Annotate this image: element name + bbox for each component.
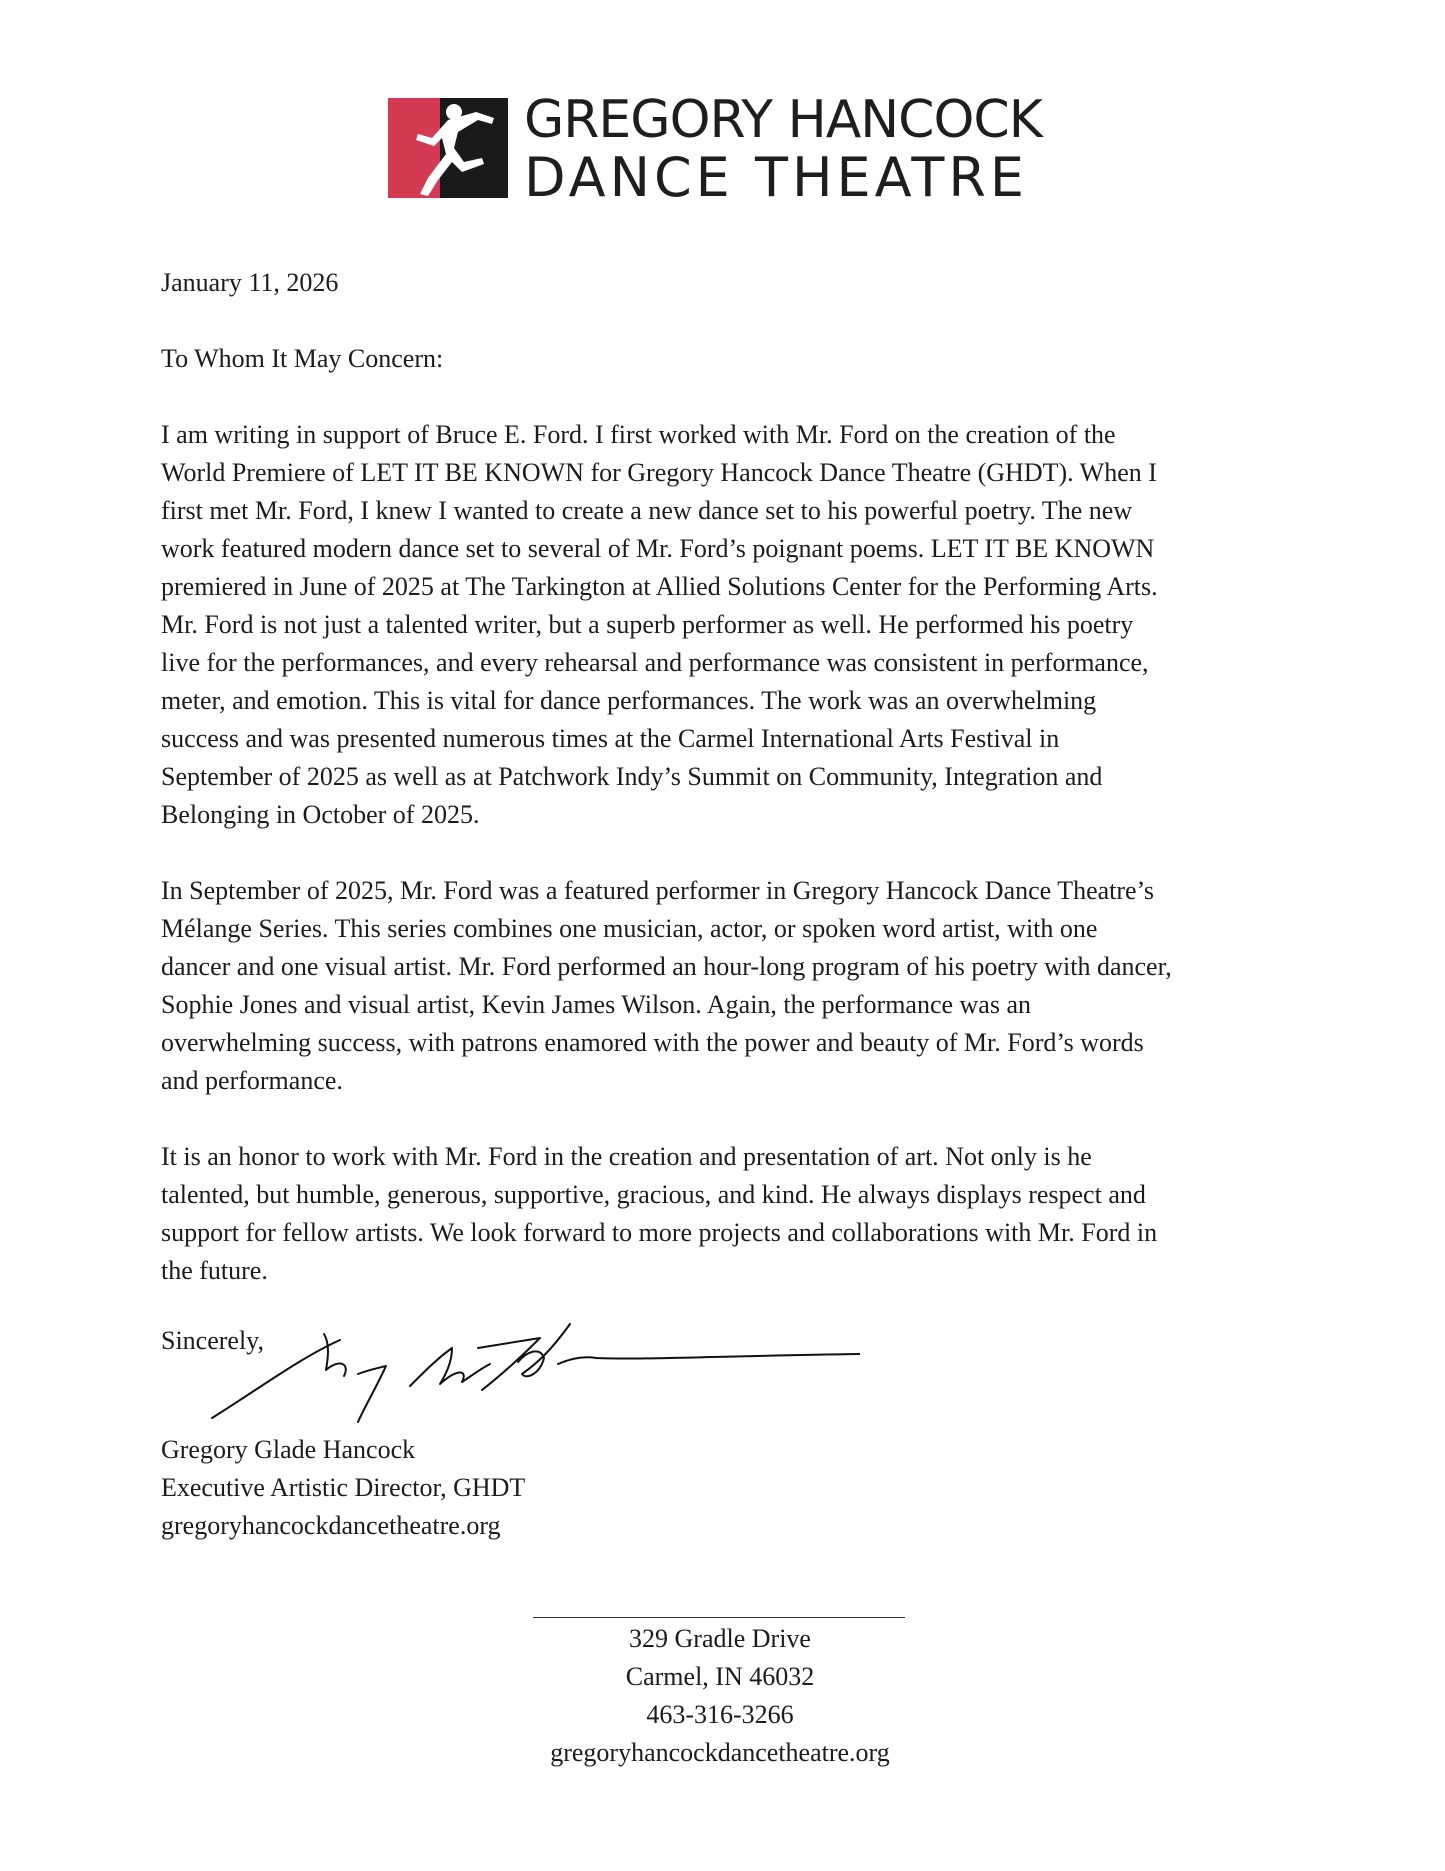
paragraph-line: Sophie Jones and visual artist, Kevin James Wilson. Again, the performance was an [161, 990, 1032, 1019]
paragraph-line: meter, and emotion. This is vital for dance performances. The work was an overwhelming [161, 686, 1097, 715]
paragraph-line: Mélange Series. This series combines one musician, actor, or spoken word artist, with one [161, 914, 1098, 943]
logo-text-line2: DANCE THEATRE [524, 146, 1029, 209]
paragraph-line: and performance. [161, 1066, 343, 1095]
footer-website: gregoryhancockdancetheatre.org [550, 1738, 890, 1767]
signer-name: Gregory Glade Hancock [161, 1435, 416, 1464]
paragraph-line: premiered in June of 2025 at The Tarkington at Allied Solutions Center for the Performing Arts. [161, 572, 1158, 601]
footer-phone: 463-316-3266 [646, 1700, 794, 1729]
signer-title: Executive Artistic Director, GHDT [161, 1473, 526, 1502]
paragraph-line: overwhelming success, with patrons enamored with the power and beauty of Mr. Ford’s words [161, 1028, 1144, 1057]
footer-street: 329 Gradle Drive [629, 1624, 811, 1653]
paragraph-line: It is an honor to work with Mr. Ford in the creation and presentation of art. Not only is he [161, 1142, 1092, 1171]
footer-address [400, 1620, 1040, 1772]
paragraph-line: the future. [161, 1256, 268, 1285]
paragraph-line: In September of 2025, Mr. Ford was a featured performer in Gregory Hancock Dance Theatre’s [161, 876, 1154, 905]
letter-date: January 11, 2026 [161, 268, 339, 297]
letterhead [0, 88, 1445, 208]
signer-website: gregoryhancockdancetheatre.org [161, 1511, 501, 1540]
paragraph-line: success and was presented numerous times at the Carmel International Arts Festival in [161, 724, 1060, 753]
body-paragraph-1 [161, 416, 1301, 834]
dancer-logo-icon [388, 98, 508, 198]
signature-block [161, 1431, 525, 1545]
paragraph-line: talented, but humble, generous, supportive, gracious, and kind. He always displays respect and [161, 1180, 1146, 1209]
paragraph-line: September of 2025 as well as at Patchwork Indy’s Summit on Community, Integration and [161, 762, 1103, 791]
footer-divider [533, 1617, 905, 1618]
body-paragraph-3 [161, 1138, 1301, 1290]
logo-text-line1: GREGORY HANCOCK [524, 90, 1042, 150]
paragraph-line: Belonging in October of 2025. [161, 800, 480, 829]
paragraph-line: I am writing in support of Bruce E. Ford. I first worked with Mr. Ford on the creation of the [161, 420, 1116, 449]
closing: Sincerely, [161, 1326, 264, 1355]
handwritten-signature [200, 1318, 860, 1428]
footer-city: Carmel, IN 46032 [625, 1662, 815, 1691]
body-paragraph-2 [161, 872, 1301, 1100]
paragraph-line: live for the performances, and every rehearsal and performance was consistent in performance, [161, 648, 1149, 677]
paragraph-line: Mr. Ford is not just a talented writer, but a superb performer as well. He performed his poetry [161, 610, 1134, 639]
paragraph-line: first met Mr. Ford, I knew I wanted to create a new dance set to his powerful poetry. The new [161, 496, 1133, 525]
paragraph-line: support for fellow artists. We look forward to more projects and collaborations with Mr. Ford in [161, 1218, 1158, 1247]
paragraph-line: work featured modern dance set to several of Mr. Ford’s poignant poems. LET IT BE KNOWN [161, 534, 1155, 563]
paragraph-line: World Premiere of LET IT BE KNOWN for Gregory Hancock Dance Theatre (GHDT). When I [161, 458, 1157, 487]
salutation: To Whom It May Concern: [161, 344, 444, 373]
paragraph-line: dancer and one visual artist. Mr. Ford performed an hour-long program of his poetry with dancer, [161, 952, 1172, 981]
